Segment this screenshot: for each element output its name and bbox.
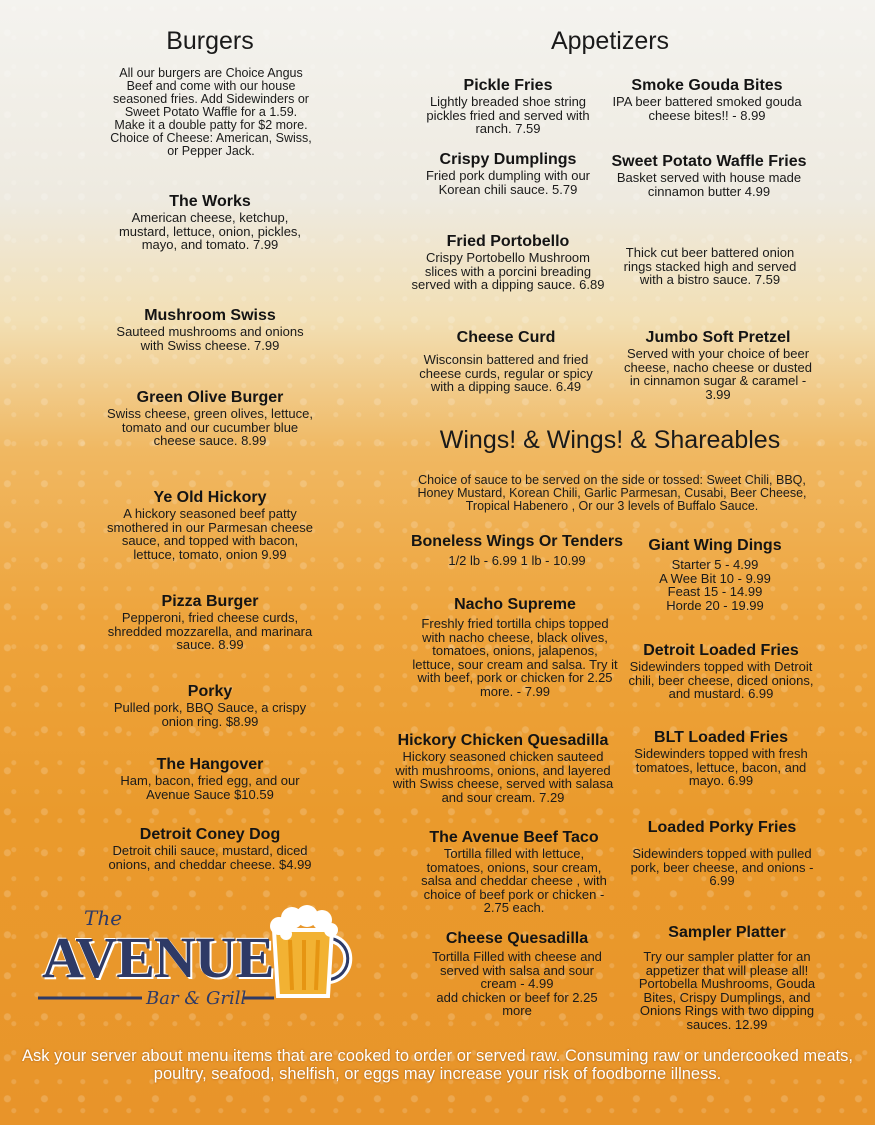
item-name: Cheese Curd: [456, 329, 556, 346]
item-name: Fried Portobello: [446, 233, 570, 250]
item-desc: Sidewinders topped with Detroit chili, beer cheese, diced onions, and mustard. 6.99: [628, 659, 814, 701]
item-desc: Thick cut beer battered onion rings stacked high and served with a bistro sauce. 7.59: [623, 245, 797, 287]
menu-item: [612, 77, 802, 122]
menu-item: [105, 489, 315, 561]
item-name: Jumbo Soft Pretzel: [645, 329, 791, 346]
item-desc: Served with your choice of beer cheese, nacho cheese or dusted in cinnamon sugar & caramel - 3.99: [624, 346, 812, 402]
menu-item: [418, 77, 598, 136]
item-desc: Pepperoni, fried cheese curds, shredded mozzarella, and marinara sauce. 8.99: [107, 610, 313, 652]
wings-title: Wings! & Wings! & Shareables: [439, 426, 781, 454]
menu-item: [392, 732, 614, 804]
item-desc: Ham, bacon, fried egg, and our Avenue Sauce $10.59: [120, 773, 300, 802]
item-name: Sampler Platter: [668, 924, 786, 941]
menu-item: [110, 756, 310, 801]
item-desc: Detroit chili sauce, mustard, diced onions, and cheddar cheese. $4.99: [108, 843, 312, 872]
menu-item: [624, 729, 818, 788]
logo-sub: Bar & Grill: [146, 988, 247, 1009]
item-desc: Tortilla filled with lettuce, tomatoes, onions, sour cream, salsa and cheddar cheese , with choice of beef pork or chicken - 2.75 each.: [421, 846, 607, 915]
item-desc: Sidewinders topped with pulled pork, beer cheese, and onions - 6.99: [630, 846, 814, 888]
item-desc: Crispy Portobello Mushroom slices with a porcini breading served with a dipping sauce. 6.89: [411, 250, 605, 292]
item-name: Boneless Wings Or Tenders: [410, 533, 624, 550]
burgers-intro: All our burgers are Choice Angus Beef and come with our house seasoned fries. Add Sidewinders or Sweet Potato Waffle for a 1.59. Make it a double patty for $2 more. Choice of Cheese: American, Swiss, or Pepper Jack.: [110, 66, 312, 158]
avenue-logo: [34, 900, 364, 1018]
item-desc: Fried pork dumpling with our Korean chili sauce. 5.79: [425, 168, 591, 197]
wings-intro: Choice of sauce to be served on the side or tossed: Sweet Chili, BBQ, Honey Mustard, Korean Chili, Garlic Parmesan, Cusabi, Beer Cheese, Tropical Habenero , Or our 3 levels of Buffalo Sauce.: [417, 473, 807, 513]
menu-item: [408, 233, 608, 292]
menu-item: [108, 826, 312, 871]
item-desc: Pulled pork, BBQ Sauce, a crispy onion ring. $8.99: [113, 700, 307, 729]
item-name: Smoke Gouda Bites: [631, 77, 783, 94]
menu-item: [618, 329, 818, 401]
item-name: Pickle Fries: [463, 77, 553, 94]
menu-item: [612, 246, 808, 287]
item-desc: IPA beer battered smoked gouda cheese bites!! - 8.99: [612, 94, 802, 123]
item-name: Detroit Coney Dog: [139, 826, 281, 843]
menu-item: [404, 533, 630, 568]
item-name: The Avenue Beef Taco: [429, 829, 599, 846]
menu-item: [422, 930, 612, 1018]
menu-item: [416, 829, 612, 915]
item-desc: American cheese, ketchup, mustard, lettuce, onion, pickles, mayo, and tomato. 7.99: [118, 210, 302, 252]
item-desc: Sidewinders topped with fresh tomatoes, lettuce, bacon, and mayo. 6.99: [634, 746, 808, 788]
item-desc: Starter 5 - 4.99 A Wee Bit 10 - 9.99 Feast 15 - 14.99 Horde 20 - 19.99: [659, 557, 771, 613]
item-desc: Swiss cheese, green olives, lettuce, tomato and our cucumber blue cheese sauce. 8.99: [107, 406, 313, 448]
menu-item: [408, 329, 604, 394]
menu-item: [110, 307, 310, 352]
item-desc: Try our sampler platter for an appetizer that will please all! Portobella Mushrooms, Gouda Bites, Crispy Dumplings, and Onions Rings with two dipping sauces. 12.99: [638, 949, 816, 1032]
item-desc: Tortilla Filled with cheese and served with salsa and sour cream - 4.99 add chicken or beef for 2.25 more: [432, 949, 602, 1018]
item-name: Nacho Supreme: [454, 596, 576, 613]
item-desc: Wisconsin battered and fried cheese curds, regular or spicy with a dipping sauce. 6.49: [419, 352, 593, 394]
logo-main: AVENUE: [42, 925, 274, 990]
item-name: Mushroom Swiss: [144, 307, 276, 324]
burgers-title: Burgers: [166, 27, 254, 55]
item-name: Giant Wing Dings: [648, 537, 782, 554]
item-name: Loaded Porky Fries: [647, 819, 797, 836]
item-name: The Works: [169, 193, 251, 210]
menu-item: [622, 819, 822, 888]
menu-item: [408, 151, 608, 196]
item-name: Cheese Quesadilla: [445, 930, 589, 947]
item-desc: Hickory seasoned chicken sauteed with mushrooms, onions, and layered with Swiss cheese, served with salasa and sour cream. 7.29: [392, 749, 614, 805]
item-name: Ye Old Hickory: [153, 489, 267, 506]
item-name: Sweet Potato Waffle Fries: [611, 153, 807, 170]
menu-item: [412, 596, 618, 698]
menu-item: [626, 924, 828, 1031]
menu-item: [622, 537, 808, 612]
item-name: Porky: [187, 683, 233, 700]
item-name: BLT Loaded Fries: [654, 729, 788, 746]
item-desc: 1/2 lb - 6.99 1 lb - 10.99: [448, 553, 586, 568]
item-desc: A hickory seasoned beef patty smothered in our Parmesan cheese sauce, and topped with bacon, lettuce, tomato, onion 9.99: [107, 506, 313, 562]
menu-item: [604, 153, 814, 198]
item-desc: Sauteed mushrooms and onions with Swiss cheese. 7.99: [116, 324, 304, 353]
item-desc: Freshly fried tortilla chips topped with nacho cheese, black olives, tomatoes, onions, jalapenos, lettuce, sour cream and salsa. Try it with beef, pork or chicken for 2.25 more. - 7.99: [412, 616, 618, 699]
item-name: Green Olive Burger: [136, 389, 284, 406]
item-name: Hickory Chicken Quesadilla: [397, 732, 609, 749]
item-name: Crispy Dumplings: [439, 151, 577, 168]
menu-item: [100, 593, 320, 652]
item-name: The Hangover: [156, 756, 264, 773]
item-desc: Lightly breaded shoe string pickles fried and served with ranch. 7.59: [426, 94, 590, 136]
item-name: Pizza Burger: [161, 593, 259, 610]
health-disclaimer: Ask your server about menu items that are cooked to order or served raw. Consuming raw or undercooked meats, poultry, seafood, shelfish, or eggs may increase your risk of foodborne illness.: [22, 1047, 853, 1083]
menu-item: [105, 389, 315, 448]
logo-the: The: [84, 906, 123, 930]
menu-item: [105, 193, 315, 252]
item-desc: Basket served with house made cinnamon butter 4.99: [616, 170, 802, 199]
menu-item: [618, 642, 824, 701]
item-name: Detroit Loaded Fries: [643, 642, 799, 659]
menu-item: [110, 683, 310, 728]
appetizers-title: Appetizers: [550, 27, 670, 55]
